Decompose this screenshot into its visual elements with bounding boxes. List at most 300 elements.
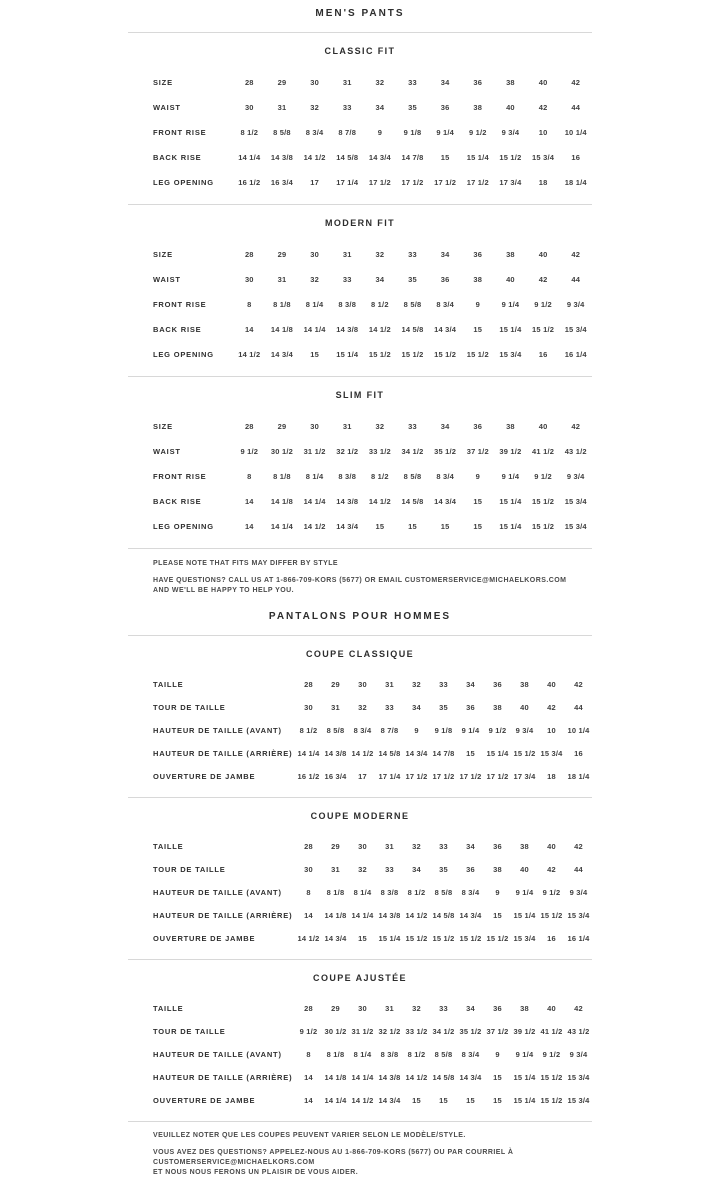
cell: 14 3/8	[336, 497, 359, 506]
cell: 30	[358, 842, 367, 851]
cell: 29	[331, 1004, 340, 1013]
cell: 8 5/8	[403, 472, 422, 481]
cell: 17 1/4	[336, 178, 359, 187]
cell: 35	[439, 703, 448, 712]
cell: 16	[538, 350, 548, 359]
table-row	[153, 292, 592, 317]
cell: 8 3/8	[338, 300, 357, 309]
cell: 32 1/2	[378, 1027, 401, 1036]
cell: 31 1/2	[303, 447, 326, 456]
cell: 29	[277, 78, 287, 87]
cell: 32	[358, 703, 367, 712]
cell: 17 1/2	[459, 772, 482, 781]
cell: 15 1/4	[513, 1073, 536, 1082]
cell: 17 1/2	[401, 178, 424, 187]
cell: 15	[412, 1096, 421, 1105]
cell: 14 1/4	[297, 749, 320, 758]
cell: 31	[385, 1004, 394, 1013]
cell: 38	[520, 680, 529, 689]
cell: 9 3/4	[569, 1050, 588, 1059]
cell: 31	[342, 78, 352, 87]
cell: 38	[506, 250, 515, 259]
divider	[128, 959, 592, 960]
page-title: MEN'S PANTS	[315, 8, 405, 19]
section-title: COUPE CLASSIQUE	[305, 649, 414, 659]
size-table	[128, 242, 592, 376]
cell: 8 3/8	[380, 1050, 399, 1059]
row-label: WAIST	[153, 103, 181, 112]
cell: 31	[342, 422, 352, 431]
cell: 14 1/2	[405, 911, 428, 920]
row-label: HAUTEUR DE TAILLE (ARRIÈRE)	[153, 1073, 293, 1082]
cell: 32	[412, 1004, 421, 1013]
cell: 14 3/4	[336, 522, 359, 531]
cell: 30	[304, 703, 313, 712]
cell: 15 1/2	[513, 749, 536, 758]
cell: 14 3/8	[378, 911, 401, 920]
table-row	[153, 1020, 592, 1043]
cell: 9 3/4	[515, 726, 534, 735]
cell: 10	[538, 128, 548, 137]
cell: 8	[306, 888, 311, 897]
page-title-french: PANTALONS POUR HOMMES	[268, 611, 452, 622]
cell: 14 3/4	[368, 153, 391, 162]
cell: 14 3/4	[378, 1096, 401, 1105]
cell: 9	[495, 1050, 500, 1059]
cell: 15	[473, 522, 483, 531]
cell: 8 5/8	[326, 726, 345, 735]
cell: 36	[473, 78, 483, 87]
cell: 8	[306, 1050, 311, 1059]
cell: 28	[244, 422, 254, 431]
cell: 35 1/2	[459, 1027, 482, 1036]
cell: 16	[574, 749, 583, 758]
cell: 15 1/2	[499, 153, 522, 162]
cell: 34	[440, 78, 450, 87]
cell: 8 1/2	[407, 1050, 426, 1059]
cell: 32	[358, 865, 367, 874]
cell: 33	[408, 250, 417, 259]
cell: 40	[538, 250, 548, 259]
cell: 9 3/4	[569, 888, 588, 897]
cell: 10 1/4	[564, 128, 587, 137]
cell: 14 1/2	[303, 153, 326, 162]
cell: 32	[412, 842, 421, 851]
cell: 9 1/2	[299, 1027, 318, 1036]
cell: 40	[506, 275, 515, 284]
cell: 30	[310, 250, 319, 259]
cell: 9 1/8	[403, 128, 422, 137]
note-line: ET NOUS NOUS FERONS UN PLAISIR DE VOUS AIDER.	[153, 1169, 359, 1176]
row-label: SIZE	[153, 250, 173, 259]
cell: 8 3/8	[380, 888, 399, 897]
cell: 15 3/4	[564, 325, 587, 334]
cell: 8 5/8	[434, 888, 453, 897]
cell: 15 3/4	[513, 934, 536, 943]
note-line: VOUS AVEZ DES QUESTIONS? APPELEZ-NOUS AU 1-866-709-KORS (5677) OU PAR COURRIEL À CUSTOMERSERVICE@MICHAELKORS.COM	[153, 1149, 514, 1166]
cell: 15 3/4	[567, 1096, 590, 1105]
divider	[128, 635, 592, 636]
cell: 36	[473, 250, 483, 259]
cell: 42	[547, 865, 556, 874]
fit-note-french: VEUILLEZ NOTER QUE LES COUPES PEUVENT VARIER SELON LE MODÈLE/STYLE.	[153, 1132, 466, 1139]
cell: 40	[506, 103, 515, 112]
cell: 14 1/2	[368, 325, 391, 334]
cell: 42	[574, 1004, 583, 1013]
cell: 34	[375, 275, 385, 284]
cell: 42	[538, 103, 548, 112]
cell: 15	[310, 350, 319, 359]
cell: 42	[574, 680, 583, 689]
cell: 14 3/4	[434, 325, 457, 334]
cell: 8 1/4	[305, 472, 324, 481]
cell: 9 1/8	[434, 726, 453, 735]
cell: 36	[493, 1004, 502, 1013]
cell: 8 1/2	[371, 472, 389, 481]
cell: 16 3/4	[324, 772, 347, 781]
cell: 15	[375, 522, 385, 531]
cell: 14 1/2	[297, 934, 320, 943]
cell: 15	[466, 1096, 475, 1105]
contact-note	[153, 576, 592, 596]
cell: 32	[310, 275, 319, 284]
cell: 16 1/2	[297, 772, 320, 781]
row-label: HAUTEUR DE TAILLE (ARRIÈRE)	[153, 749, 293, 758]
cell: 35	[439, 865, 448, 874]
cell: 14 5/8	[401, 497, 424, 506]
cell: 31	[331, 703, 340, 712]
cell: 34	[440, 422, 450, 431]
cell: 8 1/2	[371, 300, 389, 309]
row-label: OUVERTURE DE JAMBE	[153, 772, 256, 781]
cell: 14 1/4	[270, 522, 293, 531]
table-row	[153, 242, 592, 267]
cell: 9 1/2	[542, 888, 561, 897]
cell: 28	[304, 680, 313, 689]
cell: 17 1/4	[378, 772, 401, 781]
cell: 14	[244, 522, 254, 531]
cell: 9 1/2	[534, 472, 552, 481]
cell: 16 3/4	[270, 178, 293, 187]
cell: 31	[277, 275, 287, 284]
cell: 8	[247, 472, 252, 481]
cell: 8 1/4	[353, 1050, 372, 1059]
cell: 33	[385, 703, 394, 712]
cell: 40	[538, 78, 548, 87]
cell: 31	[385, 680, 394, 689]
row-label: BACK RISE	[153, 497, 202, 506]
table-row	[153, 70, 592, 95]
cell: 15	[466, 749, 475, 758]
cell: 18 1/4	[567, 772, 590, 781]
cell: 29	[331, 842, 340, 851]
cell: 38	[493, 703, 502, 712]
cell: 15 1/2	[540, 1073, 563, 1082]
cell: 15 1/4	[499, 325, 522, 334]
cell: 9 1/4	[515, 888, 534, 897]
cell: 42	[538, 275, 548, 284]
table-row	[153, 414, 592, 439]
cell: 18	[538, 178, 548, 187]
cell: 8 5/8	[434, 1050, 453, 1059]
cell: 17	[358, 772, 367, 781]
cell: 15 1/2	[401, 350, 424, 359]
cell: 14 1/4	[324, 1096, 347, 1105]
cell: 40	[520, 865, 529, 874]
row-label: LEG OPENING	[153, 522, 214, 531]
cell: 31	[277, 103, 287, 112]
cell: 37 1/2	[466, 447, 489, 456]
row-label: SIZE	[153, 78, 173, 87]
table-row	[153, 904, 592, 927]
cell: 36	[440, 103, 450, 112]
table-row	[153, 1043, 592, 1066]
table-row	[153, 765, 592, 788]
cell: 9 3/4	[566, 472, 585, 481]
cell: 28	[244, 250, 254, 259]
cell: 14 1/8	[270, 497, 293, 506]
cell: 14 3/4	[270, 350, 293, 359]
cell: 9	[495, 888, 500, 897]
cell: 8 3/4	[353, 726, 372, 735]
cell: 36	[493, 842, 502, 851]
cell: 38	[473, 103, 483, 112]
cell: 14	[244, 497, 254, 506]
cell: 15	[358, 934, 367, 943]
cell: 14 3/8	[270, 153, 293, 162]
cell: 8 5/8	[273, 128, 291, 137]
cell: 32	[412, 680, 421, 689]
cell: 9 1/2	[240, 447, 259, 456]
cell: 8 1/2	[240, 128, 259, 137]
cell: 33	[408, 422, 417, 431]
row-label: LEG OPENING	[153, 350, 214, 359]
cell: 16	[571, 153, 581, 162]
cell: 38	[473, 275, 483, 284]
row-label: HAUTEUR DE TAILLE (ARRIÈRE)	[153, 911, 293, 920]
cell: 14 1/4	[303, 325, 326, 334]
table-row	[153, 464, 592, 489]
row-label: WAIST	[153, 447, 181, 456]
cell: 28	[304, 1004, 313, 1013]
cell: 9 1/4	[501, 472, 520, 481]
cell: 8 3/4	[461, 1050, 480, 1059]
cell: 41 1/2	[540, 1027, 563, 1036]
cell: 33 1/2	[368, 447, 391, 456]
cell: 9 1/4	[515, 1050, 534, 1059]
cell: 15	[439, 1096, 448, 1105]
row-label: TAILLE	[153, 842, 184, 851]
cell: 33	[408, 78, 417, 87]
cell: 32 1/2	[336, 447, 359, 456]
cell: 44	[574, 703, 583, 712]
cell: 38	[520, 1004, 529, 1013]
cell: 15 1/2	[434, 350, 457, 359]
note-line: AND WE'LL BE HAPPY TO HELP YOU.	[153, 587, 294, 594]
cell: 14 1/8	[270, 325, 293, 334]
cell: 30	[244, 103, 254, 112]
size-table	[128, 70, 592, 204]
cell: 43 1/2	[564, 447, 587, 456]
cell: 14 5/8	[432, 1073, 455, 1082]
cell: 8 1/4	[305, 300, 324, 309]
cell: 14 3/8	[378, 1073, 401, 1082]
cell: 42	[571, 78, 581, 87]
cell: 33	[385, 865, 394, 874]
cell: 14	[304, 1096, 313, 1105]
cell: 31	[342, 250, 352, 259]
cell: 43 1/2	[567, 1027, 590, 1036]
section-title: COUPE MODERNE	[310, 811, 410, 821]
cell: 9 1/2	[534, 300, 552, 309]
cell: 14 3/4	[459, 1073, 482, 1082]
cell: 14 1/2	[405, 1073, 428, 1082]
table-row	[153, 170, 592, 195]
cell: 15 1/4	[486, 749, 509, 758]
cell: 17 1/2	[368, 178, 391, 187]
fit-note: PLEASE NOTE THAT FITS MAY DIFFER BY STYLE	[153, 560, 339, 567]
cell: 33	[439, 1004, 448, 1013]
size-table	[128, 414, 592, 548]
cell: 30	[304, 865, 313, 874]
cell: 15 3/4	[499, 350, 522, 359]
cell: 32	[375, 78, 385, 87]
cell: 31 1/2	[351, 1027, 374, 1036]
cell: 15 1/2	[405, 934, 428, 943]
cell: 14 3/4	[405, 749, 428, 758]
cell: 30 1/2	[270, 447, 293, 456]
cell: 16 1/2	[238, 178, 261, 187]
cell: 15	[473, 497, 483, 506]
cell: 29	[277, 422, 287, 431]
cell: 15	[440, 522, 450, 531]
cell: 14 3/8	[336, 325, 359, 334]
cell: 8 1/4	[353, 888, 372, 897]
cell: 40	[547, 842, 556, 851]
cell: 8 3/4	[436, 300, 454, 309]
cell: 9	[475, 300, 480, 309]
english-notes	[128, 549, 592, 611]
cell: 35	[408, 103, 417, 112]
cell: 14 3/8	[324, 749, 347, 758]
contact-note-french	[153, 1148, 592, 1178]
cell: 15 1/4	[378, 934, 401, 943]
cell: 18 1/4	[564, 178, 587, 187]
cell: 14 1/4	[238, 153, 261, 162]
cell: 14 7/8	[432, 749, 455, 758]
cell: 30 1/2	[324, 1027, 347, 1036]
table-row	[153, 489, 592, 514]
note-line: HAVE QUESTIONS? CALL US AT 1-866-709-KORS (5677) OR EMAIL CUSTOMERSERVICE@MICHAELKORS.COM	[153, 577, 567, 584]
cell: 15	[493, 1073, 502, 1082]
row-label: OUVERTURE DE JAMBE	[153, 1096, 256, 1105]
row-label: BACK RISE	[153, 325, 202, 334]
table-row	[153, 997, 592, 1020]
cell: 30	[244, 275, 254, 284]
cell: 33	[439, 842, 448, 851]
section-title: COUPE AJUSTÉE	[313, 973, 407, 983]
cell: 14 1/4	[351, 1073, 374, 1082]
table-row	[153, 342, 592, 367]
table-row	[153, 95, 592, 120]
fit-section-coupe-classique	[128, 649, 592, 798]
cell: 34	[412, 703, 421, 712]
cell: 15	[493, 1096, 502, 1105]
cell: 15 3/4	[532, 153, 555, 162]
table-row	[153, 719, 592, 742]
cell: 17 3/4	[499, 178, 522, 187]
cell: 17 3/4	[513, 772, 536, 781]
cell: 14 1/2	[368, 497, 391, 506]
cell: 15 3/4	[564, 522, 587, 531]
row-label: HAUTEUR DE TAILLE (AVANT)	[153, 726, 282, 735]
cell: 16	[547, 934, 556, 943]
cell: 40	[520, 703, 529, 712]
table-row	[153, 927, 592, 950]
cell: 39 1/2	[513, 1027, 536, 1036]
cell: 33	[342, 275, 352, 284]
cell: 9	[414, 726, 419, 735]
size-table	[128, 835, 592, 959]
cell: 15 1/2	[532, 497, 555, 506]
table-row	[153, 696, 592, 719]
fit-section-classic-fit	[128, 46, 592, 205]
cell: 15 1/4	[499, 522, 522, 531]
cell: 40	[547, 1004, 556, 1013]
row-label: TAILLE	[153, 1004, 184, 1013]
table-row	[153, 1066, 592, 1089]
cell: 38	[493, 865, 502, 874]
cell: 35	[408, 275, 417, 284]
section-title: SLIM FIT	[335, 390, 385, 400]
cell: 8 1/8	[326, 888, 345, 897]
row-label: FRONT RISE	[153, 300, 207, 309]
table-row	[153, 439, 592, 464]
cell: 17 1/2	[466, 178, 489, 187]
cell: 44	[574, 865, 583, 874]
french-size-tables	[128, 649, 592, 1122]
cell: 31	[331, 865, 340, 874]
cell: 32	[310, 103, 319, 112]
table-row	[153, 317, 592, 342]
cell: 9	[377, 128, 383, 137]
cell: 29	[277, 250, 287, 259]
cell: 8 3/8	[338, 472, 357, 481]
row-label: WAIST	[153, 275, 181, 284]
cell: 9 1/4	[501, 300, 520, 309]
cell: 15	[473, 325, 483, 334]
cell: 28	[304, 842, 313, 851]
table-row	[153, 835, 592, 858]
cell: 9	[475, 472, 480, 481]
cell: 17	[310, 178, 319, 187]
fit-section-modern-fit	[128, 218, 592, 377]
cell: 30	[310, 78, 319, 87]
row-label: TOUR DE TAILLE	[153, 865, 226, 874]
cell: 28	[244, 78, 254, 87]
cell: 14 1/8	[324, 911, 347, 920]
cell: 34 1/2	[432, 1027, 455, 1036]
row-label: LEG OPENING	[153, 178, 214, 187]
cell: 42	[571, 250, 581, 259]
row-label: TOUR DE TAILLE	[153, 703, 226, 712]
cell: 15 1/2	[532, 325, 555, 334]
french-notes	[128, 1122, 592, 1193]
cell: 33	[342, 103, 352, 112]
cell: 38	[506, 78, 515, 87]
cell: 15 1/4	[513, 1096, 536, 1105]
cell: 8 3/4	[436, 472, 454, 481]
